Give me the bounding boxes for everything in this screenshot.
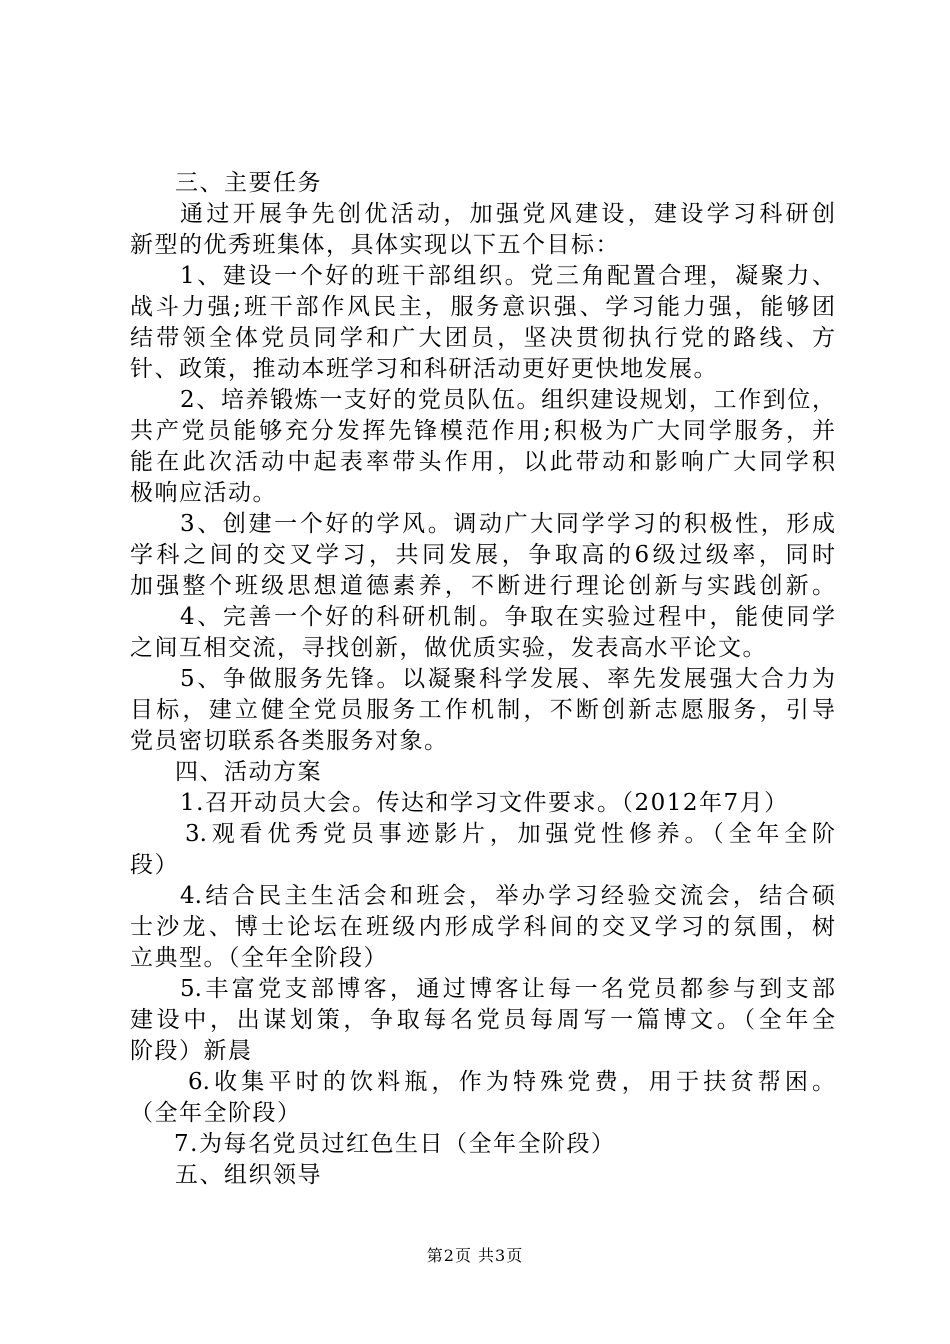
plan-item: 立典型。（全年全阶段） <box>130 945 388 971</box>
plan-item: （全年全阶段） <box>130 1100 302 1126</box>
document-body <box>130 168 835 1191</box>
section-heading: 五、组织领导 <box>175 1162 322 1188</box>
section-heading: 四、活动方案 <box>175 759 322 785</box>
paragraph-line: 能在此次活动中起表率带头作用，以此带动和影响广大同学积 <box>130 449 835 475</box>
plan-item: 7.为每名党员过红色生日（全年全阶段） <box>174 1131 616 1157</box>
paragraph-line: 针、政策，推动本班学习和科研活动更好更快地发展。 <box>130 356 718 382</box>
plan-item: 4.结合民主生活会和班会，举办学习经验交流会，结合硕 <box>180 883 835 909</box>
paragraph-line: 党员密切联系各类服务对象。 <box>130 728 449 754</box>
paragraph-line: 加强整个班级思想道德素养，不断进行理论创新与实践创新。 <box>130 573 835 599</box>
section-heading: 三、主要任务 <box>175 170 322 196</box>
paragraph-line: 极响应活动。 <box>130 480 277 506</box>
paragraph-line: 共产党员能够充分发挥先锋模范作用;积极为广大同学服务，并 <box>130 418 835 444</box>
paragraph-line: 新型的优秀班集体，具体实现以下五个目标： <box>130 232 620 258</box>
plan-item: 6.收集平时的饮料瓶，作为特殊党费，用于扶贫帮困。 <box>188 1069 835 1095</box>
paragraph-line: 4、完善一个好的科研机制。争取在实验过程中，能使同学 <box>180 604 835 630</box>
paragraph-line: 通过开展争先创优活动，加强党风建设，建设学习科研创 <box>180 201 835 227</box>
plan-item: 阶段）新晨 <box>130 1038 253 1064</box>
paragraph-line: 结带领全体党员同学和广大团员，坚决贯彻执行党的路线、方 <box>130 325 835 351</box>
paragraph-line: 学科之间的交叉学习，共同发展，争取高的6级过级率，同时 <box>130 542 835 568</box>
plan-item: 段） <box>130 852 179 878</box>
plan-item: 建设中，出谋划策，争取每名党员每周写一篇博文。（全年全 <box>130 1007 835 1033</box>
plan-item: 1.召开动员大会。传达和学习文件要求。（2012年7月） <box>180 790 789 816</box>
paragraph-line: 战斗力强;班干部作风民主，服务意识强、学习能力强，能够团 <box>130 294 835 320</box>
paragraph-line: 2、培养锻炼一支好的党员队伍。组织建设规划，工作到位， <box>180 387 835 413</box>
paragraph-line: 之间互相交流，寻找创新，做优质实验，发表高水平论文。 <box>130 635 767 661</box>
page-number-footer: 第2页 共3页 <box>426 1246 524 1265</box>
paragraph-line: 1、建设一个好的班干部组织。党三角配置合理，凝聚力、 <box>180 263 835 289</box>
plan-item: 3.观看优秀党员事迹影片，加强党性修养。（全年全阶 <box>185 821 835 847</box>
paragraph-line: 3、创建一个好的学风。调动广大同学学习的积极性，形成 <box>180 511 835 537</box>
paragraph-line: 目标，建立健全党员服务工作机制，不断创新志愿服务，引导 <box>130 697 835 723</box>
plan-item: 5.丰富党支部博客，通过博客让每一名党员都参与到支部 <box>180 976 835 1002</box>
plan-item: 士沙龙、博士论坛在班级内形成学科间的交叉学习的氛围，树 <box>130 914 835 940</box>
paragraph-line: 5、争做服务先锋。以凝聚科学发展、率先发展强大合力为 <box>180 666 835 692</box>
